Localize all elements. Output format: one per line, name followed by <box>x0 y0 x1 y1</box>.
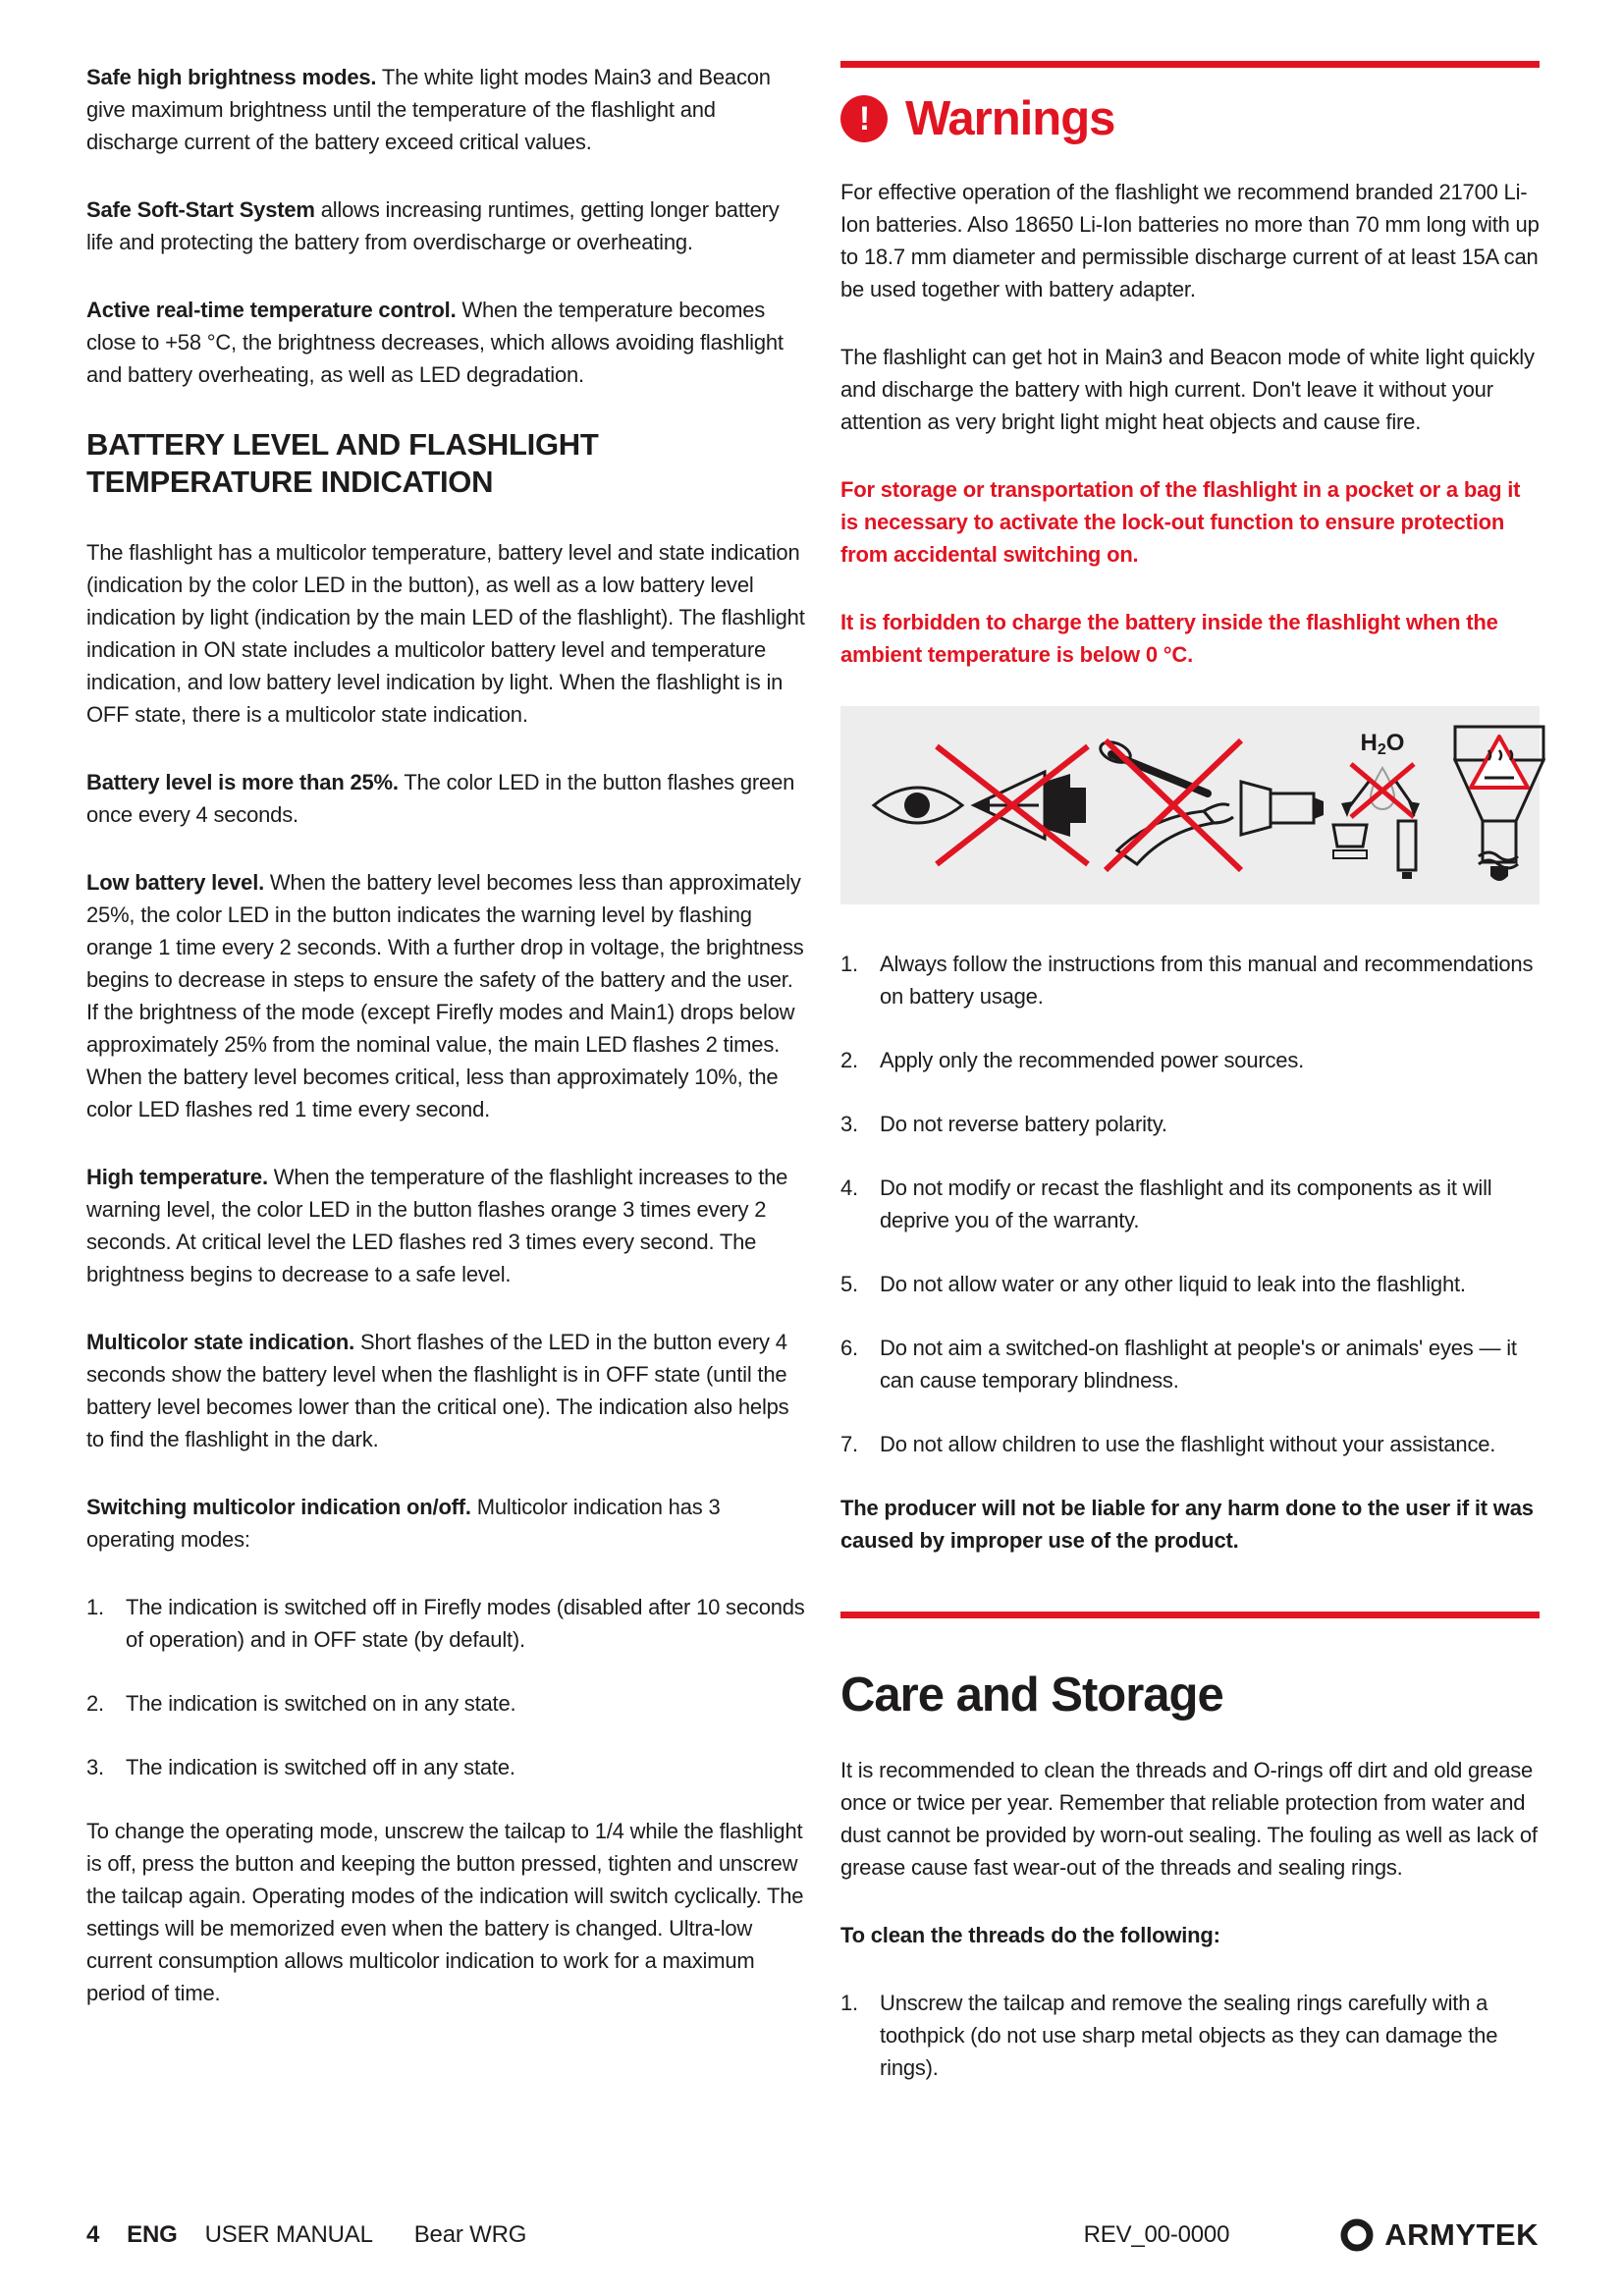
list-item <box>840 1172 1540 1236</box>
h2o-label: $H_2O$ <box>1360 729 1405 758</box>
list-item <box>840 1987 1540 2084</box>
paragraph-text: Short flashes of the LED in the button every 4 seconds show the battery level when the flashlight is in OFF state (until the battery level becomes lower than the critical one). The indication also helps to find the flashlight in the dark. <box>86 1330 789 1451</box>
paragraph-lead-bold: High temperature. <box>86 1165 268 1189</box>
list-item <box>840 1044 1540 1076</box>
list-item <box>86 1687 807 1720</box>
list-text: Do not aim a switched-on flashlight at people's or animals' eyes — it can cause temporary blindness. <box>880 1336 1517 1393</box>
footer-manual-label: USER MANUAL <box>204 2221 373 2248</box>
paragraph-recommended-batteries: For effective operation of the flashlight we recommend branded 21700 Li-Ion batteries. Also 18650 Li-Ion batteries no more than 70 mm long with up to 18.7 mm diameter and permissible discharge current of at least 15A can be used together with battery adapter. <box>840 180 1540 301</box>
list-number: 2. <box>840 1048 858 1072</box>
warning-note-charging: It is forbidden to charge the battery inside the flashlight when the ambient temperature is below 0 °C. <box>840 610 1498 667</box>
list-number: 2. <box>86 1691 104 1716</box>
paragraph-text: When the temperature of the flashlight increases to the warning level, the color LED in the button flashes orange 3 times every 2 seconds. At critical level the LED flashes red 3 times every second. The brightness begins to decrease to a safe level. <box>86 1165 788 1286</box>
list-text: The indication is switched on in any state. <box>126 1691 516 1716</box>
list-number: 7. <box>840 1432 858 1456</box>
left-column <box>86 61 807 2045</box>
paragraph-high-temperature <box>86 1161 807 1290</box>
list-text: Unscrew the tailcap and remove the sealing rings carefully with a toothpick (do not use sharp metal objects as they can damage the rings). <box>880 1991 1498 2080</box>
warnings-heading <box>840 93 1540 144</box>
paragraph-lead-bold: Safe high brightness modes. <box>86 65 377 89</box>
footer-language: ENG <box>127 2221 178 2248</box>
list-text: Always follow the instructions from this manual and recommendations on battery usage. <box>880 952 1534 1009</box>
paragraph-text: The white light modes Main3 and Beacon give maximum brightness until the temperature of the flashlight and discharge current of the battery exceed critical values. <box>86 65 771 154</box>
list-text: The indication is switched off in Firefly modes (disabled after 10 seconds of operation) and in OFF state (by default). <box>126 1595 805 1652</box>
paragraph-text: When the temperature becomes close to +58 °C, the brightness decreases, which allows avoiding flashlight and battery overheating, as well as LED degradation. <box>86 298 784 387</box>
list-number: 3. <box>86 1755 104 1779</box>
list-item <box>840 948 1540 1012</box>
footer-product-name: Bear WRG <box>413 2221 527 2248</box>
list-item <box>840 1108 1540 1140</box>
paragraph-temperature-control <box>86 294 807 391</box>
paragraph-battery-above-25 <box>86 766 807 831</box>
footer-right-group <box>1084 2217 1539 2253</box>
list-text: Do not allow water or any other liquid to leak into the flashlight. <box>880 1272 1466 1296</box>
no-water-icon <box>1324 729 1441 880</box>
warnings-title: Warnings <box>905 92 1115 145</box>
page-number: 4 <box>86 2221 100 2248</box>
producer-liability-note: The producer will not be liable for any harm done to the user if it was caused by improper use of the product. <box>840 1496 1534 1553</box>
paragraph-text: When the battery level becomes less than approximately 25%, the color LED in the button indicates the warning level by flashing orange 1 time every 2 seconds. With a further drop in voltage, the brightness begins to decrease in steps to ensure the safety of the battery and the user. If the brightness of the mode (except Firefly modes and Main1) drops below approximately 25% from the nominal value, the main LED flashes 2 times. When the battery level becomes critical, less than approximately 10%, the color LED flashes red 1 time every second. <box>86 870 804 1121</box>
warning-pictogram-panel <box>840 706 1540 904</box>
section-divider <box>840 61 1540 68</box>
paragraph-low-battery <box>86 866 807 1125</box>
list-number: 1. <box>840 1991 858 2015</box>
warning-note-lockout: For storage or transportation of the flashlight in a pocket or a bag it is necessary to activate the lock-out function to ensure protection from accidental switching on. <box>840 477 1521 567</box>
armytek-logo-icon <box>1339 2217 1375 2253</box>
paragraph-care-overview: It is recommended to clean the threads and O-rings off dirt and old grease once or twice per year. Remember that reliable protection from water and dust cannot be provided by worn-out sealing. The fouling as well as lack of grease cause fast wear-out of the threads and sealing rings. <box>840 1758 1538 1880</box>
list-number: 6. <box>840 1336 858 1360</box>
list-text: Do not reverse battery polarity. <box>880 1112 1167 1136</box>
list-number: 4. <box>840 1175 858 1200</box>
list-number: 3. <box>840 1112 858 1136</box>
list-text: Apply only the recommended power sources. <box>880 1048 1305 1072</box>
paragraph-text: The color LED in the button flashes green once every 4 seconds. <box>86 770 795 827</box>
list-number: 1. <box>840 952 858 976</box>
paragraph-indication-overview: The flashlight has a multicolor temperature, battery level and state indication (indication by the color LED in the button), as well as a low battery level indication by light (indication by the main LED of the flashlight). The flashlight indication in ON state includes a multicolor battery level and temperature indication, and low battery level indication by light. When the flashlight is in OFF state, there is a multicolor state indication. <box>86 540 805 727</box>
footer-revision: REV_00-0000 <box>1083 2221 1230 2248</box>
list-text: Do not allow children to use the flashlight without your assistance. <box>880 1432 1496 1456</box>
no-disassembly-icon <box>1098 733 1324 878</box>
paragraph-change-operating-mode: To change the operating mode, unscrew the tailcap to 1/4 while the flashlight is off, press the button and keeping the button pressed, tighten and unscrew the tailcap again. Operating modes of the indication will switch cyclically. The settings will be memorized even when the battery is changed. Ultra-low current consumption allows multicolor indication to work for a maximum period of time. <box>86 1819 804 2005</box>
list-text: Do not modify or recast the flashlight and its components as it will deprive you of the warranty. <box>880 1175 1492 1232</box>
list-item <box>86 1591 807 1656</box>
section-divider <box>840 1612 1540 1618</box>
paragraph-text: allows increasing runtimes, getting longer battery life and protecting the battery from overdischarge or overheating. <box>86 197 780 254</box>
list-item <box>840 1268 1540 1300</box>
paragraph-multicolor-state <box>86 1326 807 1455</box>
list-number: 5. <box>840 1272 858 1296</box>
list-item <box>840 1332 1540 1396</box>
paragraph-safe-high-brightness <box>86 61 807 158</box>
care-storage-heading: Care and Storage <box>840 1668 1223 1722</box>
list-text: The indication is switched off in any state. <box>126 1755 515 1779</box>
list-item <box>840 1428 1540 1460</box>
paragraph-clean-threads-lead: To clean the threads do the following: <box>840 1923 1220 1947</box>
paragraph-flashlight-heat: The flashlight can get hot in Main3 and Beacon mode of white light quickly and discharge the battery with high current. Don't leave it without your attention as very bright light might heat objects and cause fire. <box>840 345 1535 434</box>
brand-name: ARMYTEK <box>1384 2217 1539 2252</box>
paragraph-switching-indication <box>86 1491 807 1556</box>
armytek-logo <box>1339 2217 1539 2253</box>
list-number: 1. <box>86 1595 104 1619</box>
section-heading-battery-indication: BATTERY LEVEL AND FLASHLIGHT TEMPERATURE INDICATION <box>86 427 599 499</box>
paragraph-lead-bold: Switching multicolor indication on/off. <box>86 1495 471 1519</box>
paragraph-lead-bold: Low battery level. <box>86 870 265 895</box>
paragraph-soft-start <box>86 193 807 258</box>
hot-surface-icon <box>1441 723 1557 888</box>
right-column <box>840 61 1540 2115</box>
paragraph-lead-bold: Battery level is more than 25%. <box>86 770 399 794</box>
paragraph-text: Multicolor indication has 3 operating modes: <box>86 1495 721 1552</box>
paragraph-lead-bold: Active real-time temperature control. <box>86 298 457 322</box>
page-footer <box>86 2217 1539 2253</box>
no-eye-exposure-icon <box>866 733 1098 878</box>
paragraph-lead-bold: Multicolor state indication. <box>86 1330 355 1354</box>
list-item <box>86 1751 807 1783</box>
warning-icon: ! <box>840 95 888 142</box>
paragraph-lead-bold: Safe Soft-Start System <box>86 197 315 222</box>
